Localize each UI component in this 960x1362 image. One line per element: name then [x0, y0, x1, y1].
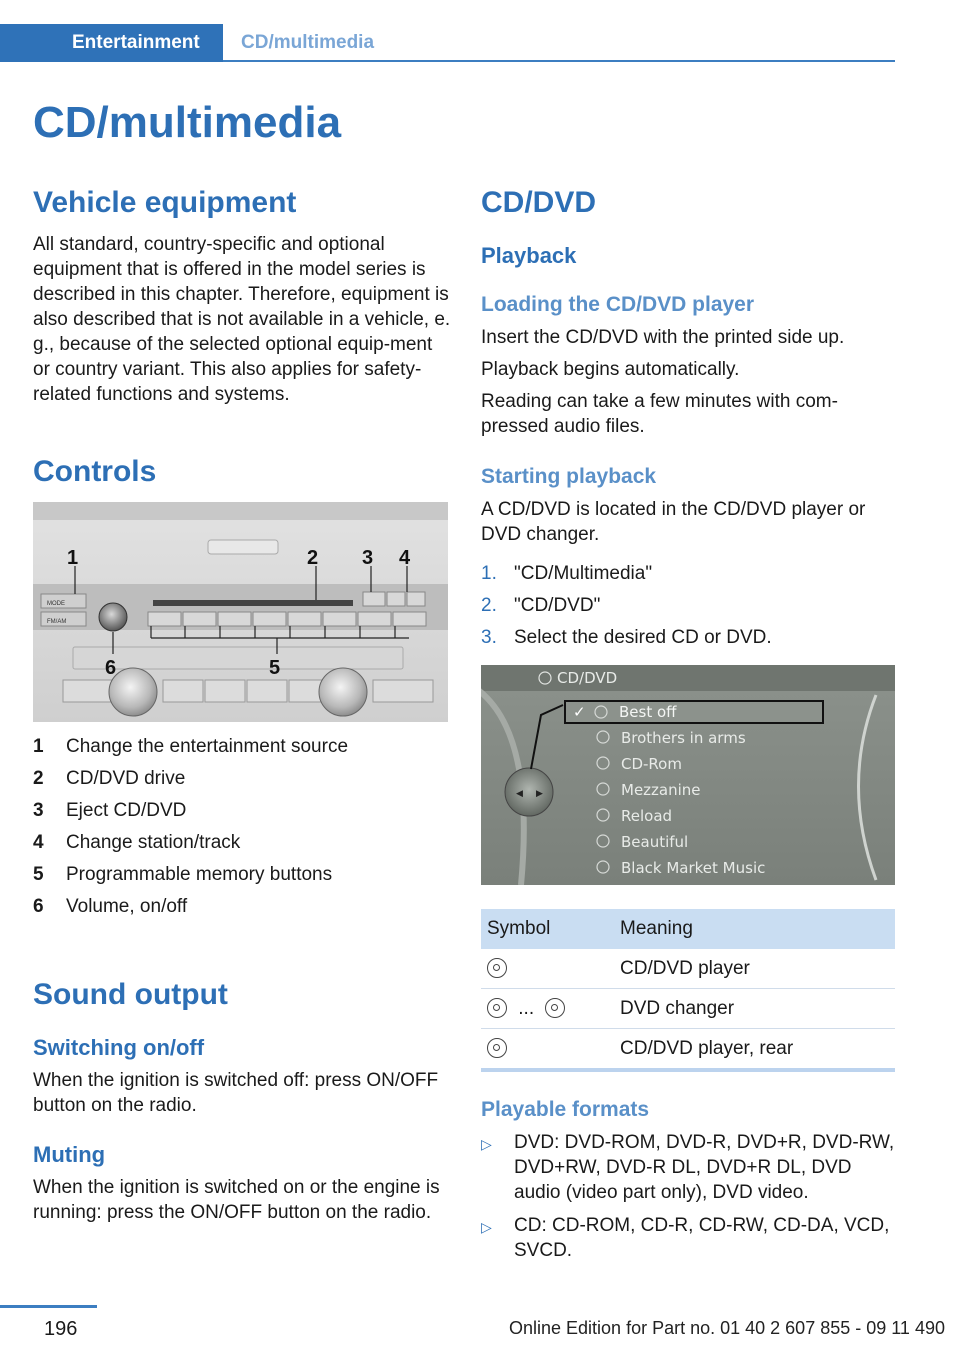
- loading-text-1: Insert the CD/DVD with the printed side up.: [481, 327, 845, 348]
- table-row: [481, 989, 895, 1029]
- legend-item: 5 Programmable memory buttons: [33, 864, 333, 885]
- screen-item[interactable]: Beautiful: [621, 833, 689, 851]
- table-cell-symbol: [481, 1029, 614, 1071]
- callout-6: 6: [105, 657, 117, 679]
- cd-dvd-heading: CD/DVD: [481, 186, 597, 219]
- callout-4: 4: [399, 547, 411, 569]
- table-header-symbol: Symbol: [481, 909, 614, 949]
- svg-text:◀: ◀: [516, 788, 523, 798]
- muting-heading: Muting: [33, 1142, 106, 1167]
- controls-heading: Controls: [33, 455, 157, 488]
- loading-heading: Loading the CD/DVD player: [481, 293, 755, 316]
- bullet-triangle-icon: ▷: [481, 1219, 492, 1235]
- disc-changer-1-icon: [487, 998, 507, 1018]
- page-title: CD/multimedia: [33, 98, 342, 147]
- table-row: [481, 1029, 895, 1071]
- screen-item-selected[interactable]: Best off: [619, 703, 677, 721]
- callout-2: 2: [307, 547, 319, 569]
- playable-formats-heading: Playable formats: [481, 1098, 650, 1121]
- table-cell-symbol: ...: [481, 989, 614, 1029]
- symbol-table: [481, 909, 895, 1072]
- table-row: [481, 949, 895, 989]
- table-cell-symbol: [481, 949, 614, 989]
- edition-note: Online Edition for Part no. 01 40 2 607 855 - 09 11 490: [509, 1318, 945, 1338]
- loading-text-2: Playback begins automatically.: [481, 359, 740, 380]
- list-item: 3. Select the desired CD or DVD.: [481, 627, 772, 648]
- screen-item[interactable]: Brothers in arms: [621, 729, 746, 747]
- fm-am-label: FM/AM: [47, 619, 67, 625]
- callout-1: 1: [67, 547, 79, 569]
- table-cell-meaning: CD/DVD player, rear: [614, 1029, 895, 1071]
- screen-item[interactable]: CD-Rom: [621, 755, 682, 773]
- vehicle-equipment-heading: Vehicle equipment: [33, 186, 297, 219]
- callout-5: 5: [269, 657, 281, 679]
- steps-list: [481, 561, 897, 657]
- formats-list: [481, 1130, 897, 1271]
- list-item: 2. "CD/DVD": [481, 595, 601, 616]
- header-current-topic[interactable]: CD/multimedia: [241, 32, 375, 53]
- screen-item[interactable]: Reload: [621, 807, 673, 825]
- list-item: ▷ DVD: DVD-ROM, DVD-R, DVD+R, DVD-RW, DVD+RW, DVD-R DL, DVD+R DL, DVD audio (video part only), DVD video.: [481, 1132, 895, 1203]
- page-header: [0, 24, 895, 62]
- legend-item: 2 CD/DVD drive: [33, 768, 186, 789]
- switching-text: When the ignition is switched off: press ON/OFF button on the radio.: [33, 1070, 439, 1116]
- screen-item[interactable]: Black Market Music: [621, 859, 766, 877]
- footer-rule: [0, 1305, 97, 1308]
- radio-controls-photo: [33, 502, 448, 722]
- legend-item: 3 Eject CD/DVD: [33, 800, 187, 821]
- disc-changer-6-icon: [545, 998, 565, 1018]
- page-number: 196: [44, 1318, 78, 1340]
- disc-icon: [487, 958, 507, 978]
- list-item: ▷ CD: CD-ROM, CD-R, CD-RW, CD-DA, VCD, SVCD.: [481, 1215, 890, 1261]
- table-cell-meaning: DVD changer: [614, 989, 895, 1029]
- svg-text:✓: ✓: [573, 704, 586, 721]
- starting-heading: Starting playback: [481, 465, 657, 488]
- switching-heading: Switching on/off: [33, 1035, 205, 1060]
- playback-heading: Playback: [481, 243, 577, 268]
- list-item: 1. "CD/Multimedia": [481, 563, 653, 584]
- loading-text-3: Reading can take a few minutes with com-pressed audio files.: [481, 391, 838, 437]
- cd-dvd-menu-screen: [481, 665, 895, 885]
- mode-label: MODE: [47, 601, 65, 607]
- legend-item: 6 Volume, on/off: [33, 896, 188, 917]
- screen-title: CD/DVD: [557, 669, 618, 687]
- table-cell-meaning: CD/DVD player: [614, 949, 895, 989]
- muting-text: When the ignition is switched on or the engine is running: press the ON/OFF button on the radio.: [33, 1177, 440, 1223]
- bullet-triangle-icon: ▷: [481, 1136, 492, 1152]
- callout-3: 3: [362, 547, 374, 569]
- header-section-label: Entertainment: [72, 32, 200, 53]
- rear-disc-icon: [487, 1038, 507, 1058]
- sound-output-heading: Sound output: [33, 978, 228, 1011]
- header-section-tab[interactable]: [0, 24, 223, 62]
- legend-item: 1 Change the entertainment source: [33, 736, 349, 757]
- svg-text:▶: ▶: [536, 788, 543, 798]
- controls-legend: [33, 734, 449, 926]
- starting-text: A CD/DVD is located in the CD/DVD player or DVD changer.: [481, 499, 866, 545]
- vehicle-equipment-text: All standard, country-specific and optional equipment that is offered in the model series is described in this chapter. Therefore, equipment is also described that is not available in a vehicle, e. g., because of the selected optional equip-ment or country variant. This also applies for safety-related functions and systems.: [33, 234, 451, 405]
- table-header-meaning: Meaning: [614, 909, 895, 949]
- screen-item[interactable]: Mezzanine: [621, 781, 701, 799]
- legend-item: 4 Change station/track: [33, 832, 241, 853]
